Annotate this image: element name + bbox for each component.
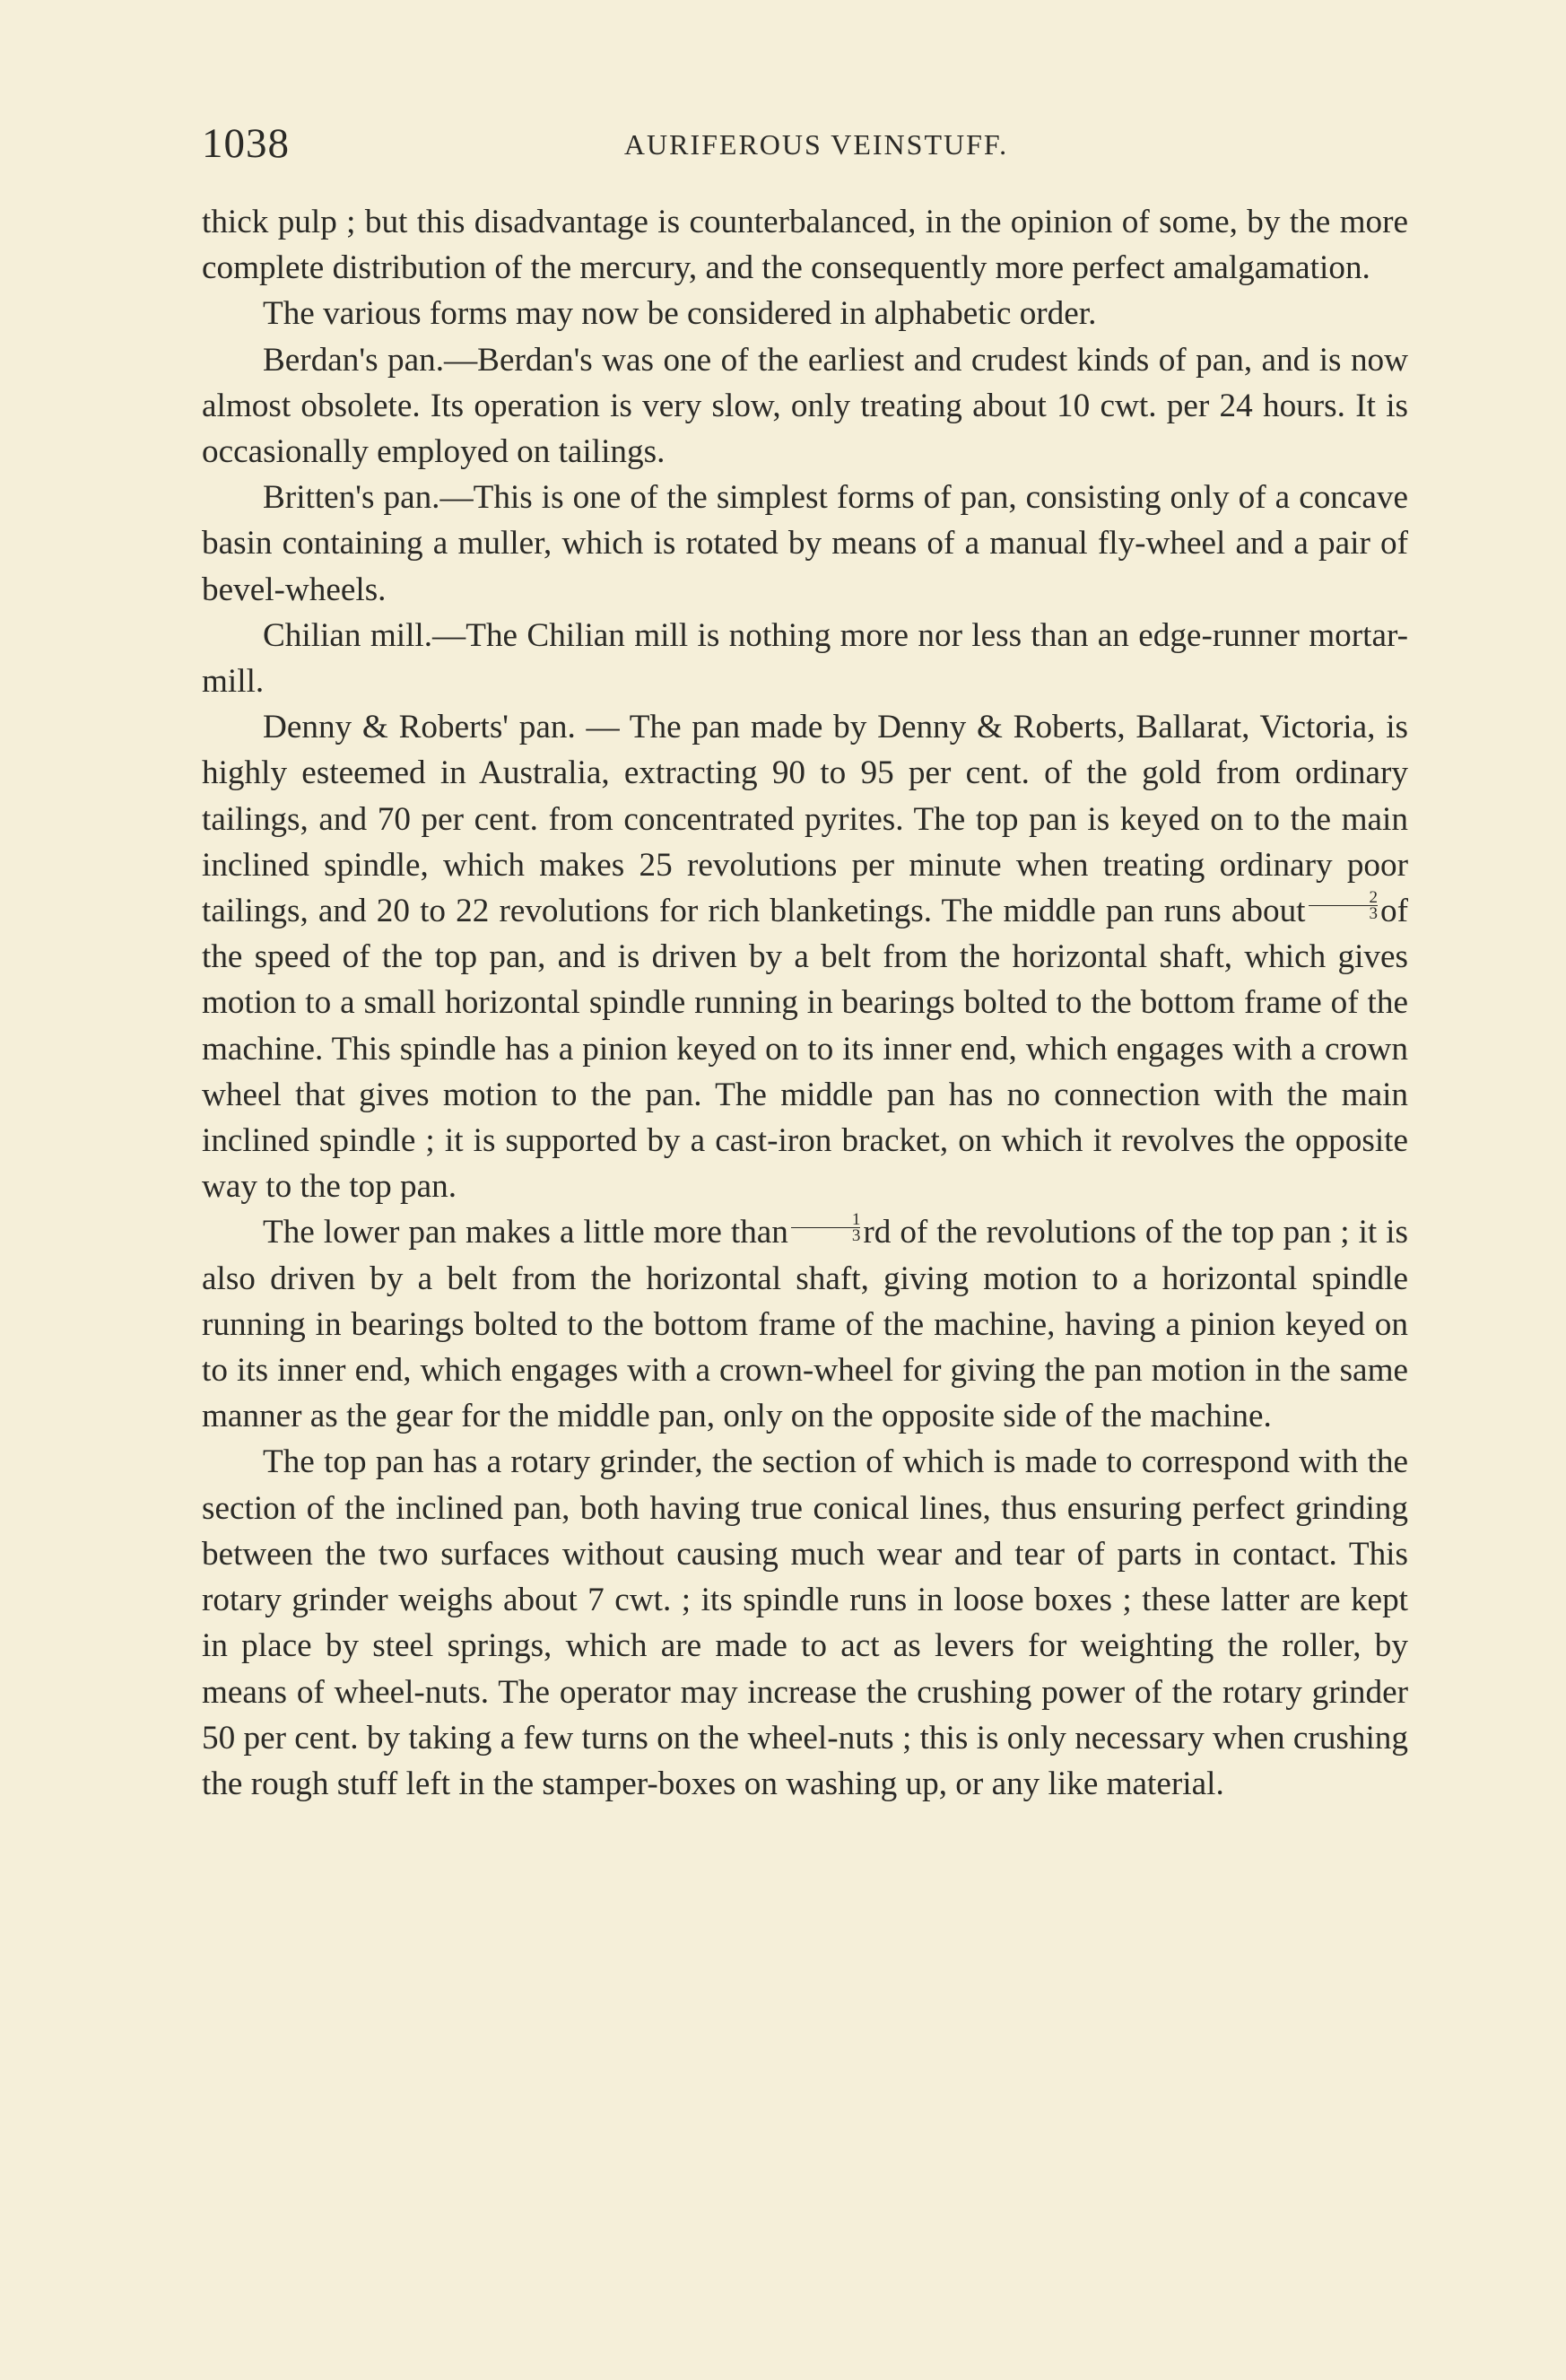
page-number: 1038 bbox=[202, 120, 290, 167]
fraction-denominator: 3 bbox=[791, 1227, 861, 1243]
paragraph-continued: thick pulp ; but this disadvantage is counterbalanced, in the opinion of some, by the more complete distribution of the mercury, and the consequently more perfect amalgamation. bbox=[202, 204, 1408, 287]
fraction-one-third bbox=[791, 1209, 861, 1245]
fraction-numerator: 2 bbox=[1369, 888, 1379, 908]
running-head: AURIFEROUS VEINSTUFF. bbox=[623, 128, 1009, 161]
body-text bbox=[202, 199, 1408, 1807]
fraction-numerator: 1 bbox=[851, 1209, 861, 1229]
paragraph-berdans-pan: Berdan's pan.—Berdan's was one of the earliest and crudest kinds of pan, and is now almost obsolete. Its operation is very slow, only treating about 10 cwt. per 24 hours. It is occasionally employed on tailings. bbox=[202, 341, 1408, 471]
paragraph-rotary-grinder: The top pan has a rotary grinder, the section of which is made to correspond with the section of the inclined pan, both having true conical lines, thus ensuring perfect grinding between the two surfaces without causing much wear and tear of parts in contact. This rotary grinder weighs about 7 cwt. ; its spindle runs in loose boxes ; these latter are kept in place by steel springs, which are made to act as levers for weighting the roller, by means of wheel-nuts. The operator may increase the crushing power of the rotary grinder 50 per cent. by taking a few turns on the wheel-nuts ; this is only necessary when crushing the rough stuff left in the stamper-boxes on washing up, or any like material. bbox=[202, 1443, 1408, 1802]
paragraph-lower-pan-part-2: rd of the revolutions of the top pan ; it is also driven by a belt from the horizontal shaft, giving motion to a horizontal spindle running in bearings bolted to the bottom frame of the machine, having a pinion keyed on to its inner end, which engages with a crown-wheel for giving the pan motion in the same manner as the gear for the middle pan, only on the opposite side of the machine. bbox=[202, 1214, 1408, 1435]
fraction-two-thirds bbox=[1309, 888, 1379, 924]
paragraph-brittens-pan: Britten's pan.—This is one of the simplest forms of pan, consisting only of a concave basin containing a muller, which is rotated by means of a manual fly-wheel and a pair of bevel-wheels. bbox=[202, 479, 1408, 608]
paragraph-lower-pan bbox=[202, 1209, 1408, 1439]
paragraph-chilian-mill: Chilian mill.—The Chilian mill is nothing more nor less than an edge-runner mortar-mill. bbox=[202, 616, 1408, 701]
page-header bbox=[202, 117, 1395, 170]
paragraph-denny-roberts-part-2: of the speed of the top pan, and is driven by a belt from the horizontal shaft, which gives motion to a small horizontal spindle running in bearings bolted to the bottom frame of the machine. This spindle has a pinion keyed on to its inner end, which engages with a crown wheel that gives motion to the pan. The middle pan has no connection with the main inclined spindle ; it is supported by a cast-iron bracket, on which it revolves the opposite way to the top pan. bbox=[202, 893, 1408, 1206]
paragraph-lower-pan-part-1: The lower pan makes a little more than bbox=[263, 1214, 788, 1251]
fraction-denominator: 3 bbox=[1309, 905, 1379, 921]
paragraph-intro-forms: The various forms may now be considered in alphabetic order. bbox=[263, 295, 1097, 333]
paragraph-denny-roberts-pan bbox=[202, 704, 1408, 1209]
paragraph-denny-roberts-part-1: Denny & Roberts' pan. — The pan made by Denny & Roberts, Ballarat, Victoria, is highly esteemed in Australia, extracting 90 to 95 per cent. of the gold from ordinary tailings, and 70 per cent. from concentrated pyrites. The top pan is keyed on to the main inclined spindle, which makes 25 revolutions per minute when treating ordinary poor tailings, and 20 to 22 revolutions for rich blanketings. The middle pan runs about bbox=[202, 709, 1408, 930]
